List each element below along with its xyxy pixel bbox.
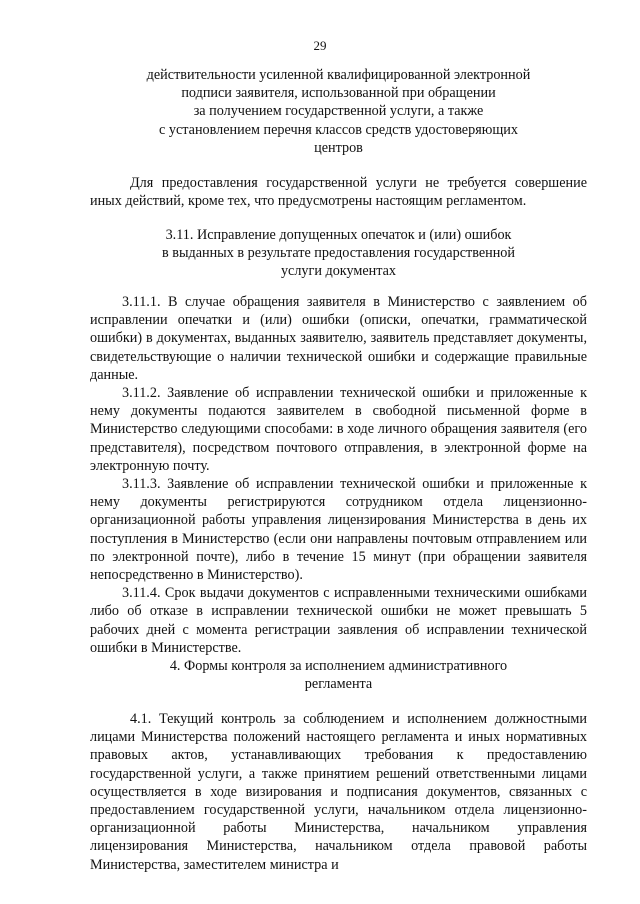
heading-line: действительности усиленной квалифицированной электронной bbox=[146, 67, 531, 83]
paragraph-4-1: 4.1. Текущий контроль за соблюдением и исполнением должностными лицами Министерства положений настоящего регламента и иных нормативных правовых актов, устанавливающих требования к предоставлению государственной услуги, а также принятием решений ответственными лицами осуществляется в ходе визирования и подписания документов, связанных с предоставлением государственной услуги, начальником отдела лицензионно-организационной работы Министерства, начальником управления лицензирования Министерства, начальником отдела правовой работы Министерства, заместителем министра и bbox=[90, 711, 587, 873]
paragraph-no-other-actions: Для предоставления государственной услуги не требуется совершение иных действий, кроме тех, что предусмотрены настоящим регламентом. bbox=[90, 175, 587, 210]
paragraph-block-no-other-actions bbox=[90, 174, 587, 210]
heading-line: подписи заявителя, использованной при обращении bbox=[181, 85, 496, 102]
heading-line: регламента bbox=[304, 676, 373, 693]
heading-line: центров bbox=[314, 139, 363, 156]
clauses-3-11 bbox=[90, 293, 587, 657]
heading-line: в выданных в результате предоставления государственной bbox=[162, 245, 515, 262]
heading-line: с установлением перечня классов средств удостоверяющих bbox=[159, 121, 518, 138]
section-heading-4 bbox=[90, 657, 587, 693]
section-heading-signature-validity bbox=[90, 66, 587, 157]
heading-line: услуги документах bbox=[280, 263, 397, 280]
section-heading-3-11 bbox=[90, 226, 587, 281]
heading-line: 4. Формы контроля за исполнением административного bbox=[169, 658, 508, 674]
clause-3-11-4: 3.11.4. Срок выдачи документов с исправленными техническими ошибками либо об отказе в исправлении технической ошибки не может превышать 5 рабочих дней с момента регистрации заявления об исправлении технической ошибки в Министерстве. bbox=[90, 585, 587, 656]
page-number: 29 bbox=[313, 38, 327, 53]
clause-3-11-3: 3.11.3. Заявление об исправлении технической ошибки и приложенные к нему документы регистрируются сотрудником отдела лицензионно-организационной работы управления лицензирования Министерства в день их поступления в Министерство (если они направлены почтовым отправлением или по электронной почте), либо в течение 15 минут (при обращении заявителя непосредственно в Министерство). bbox=[90, 476, 587, 584]
clause-3-11-1: 3.11.1. В случае обращения заявителя в Министерство с заявлением об исправлении опечатки и (или) ошибки (описки, опечатки, грамматической ошибки) в документах, выданных заявителю, заявитель представляет документы, свидетельствующие о наличии технической ошибки и содержащие правильные данные. bbox=[90, 294, 587, 383]
paragraph-block-4-1 bbox=[90, 710, 587, 874]
clause-3-11-2: 3.11.2. Заявление об исправлении технической ошибки и приложенные к нему документы подаются заявителем в свободной письменной форме в Министерство следующими способами: в ходе личного обращения заявителя (его представителя), посредством почтового отправления, в электронной форме на электронную почту. bbox=[90, 385, 587, 474]
heading-line: за получением государственной услуги, а также bbox=[193, 103, 484, 120]
heading-line: 3.11. Исправление допущенных опечаток и (или) ошибок bbox=[165, 227, 512, 243]
